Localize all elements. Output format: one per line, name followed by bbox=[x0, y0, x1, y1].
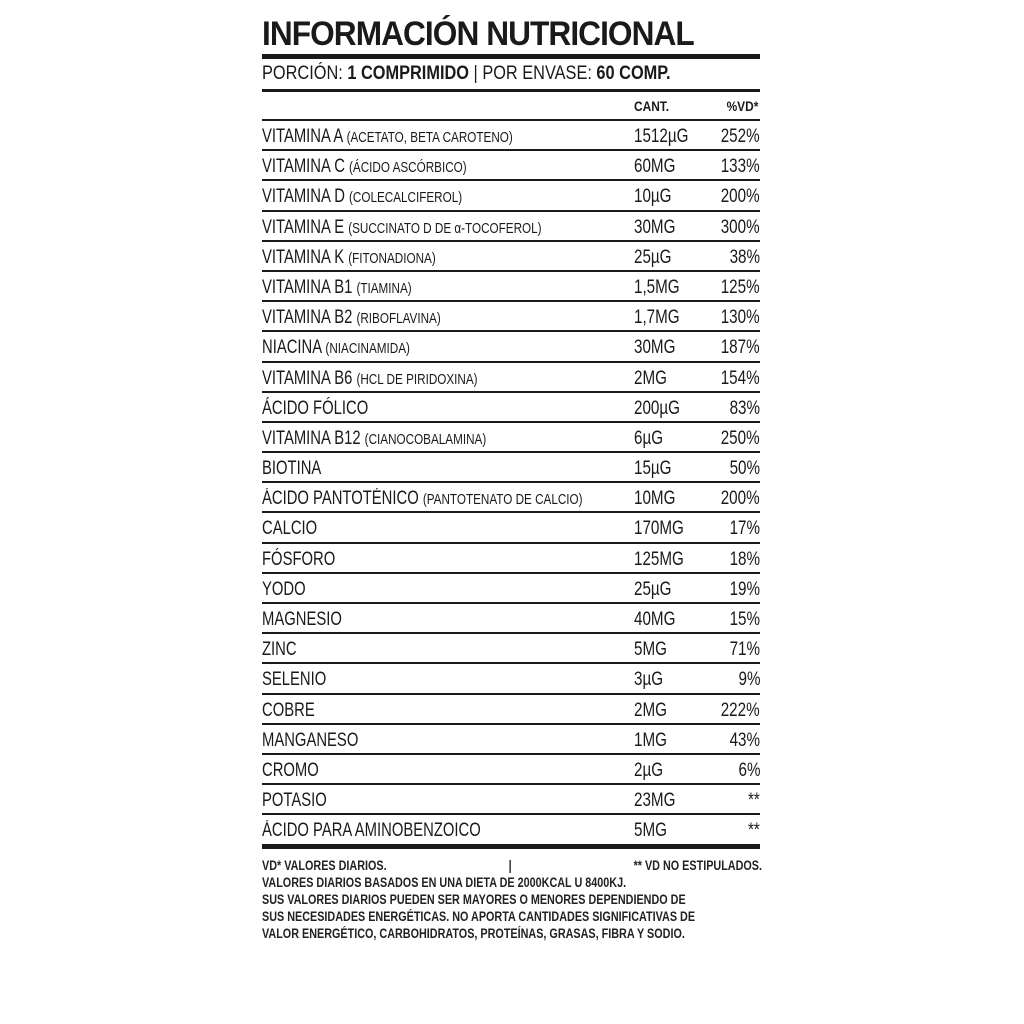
nutrient-amount: 30MG bbox=[634, 216, 676, 238]
nutrient-name-main: VITAMINA B12 bbox=[262, 427, 361, 449]
nutrient-daily-value: 187% bbox=[721, 337, 760, 359]
nutrient-amount: 5MG bbox=[634, 639, 667, 661]
nutrient-amount: 1MG bbox=[634, 729, 667, 751]
nutrient-source: (COLECALCIFEROL) bbox=[349, 189, 463, 207]
nutrient-amount: 40MG bbox=[634, 609, 676, 630]
nutrient-row bbox=[262, 119, 760, 149]
nutrient-name bbox=[262, 368, 478, 391]
nutrient-source: (SUCCINATO D DE α-TOCOFEROL) bbox=[348, 219, 542, 237]
daily-value-column-header: %VD* bbox=[726, 98, 758, 114]
nutrient-amount: 15µG bbox=[634, 458, 672, 480]
nutrient-amount: 23MG bbox=[634, 790, 676, 812]
nutrient-row bbox=[262, 391, 760, 421]
nutrient-daily-value: 200% bbox=[721, 488, 760, 510]
nutrient-name-main: VITAMINA B2 bbox=[262, 307, 353, 329]
nutrient-source: (RIBOFLAVINA) bbox=[356, 310, 441, 328]
nutrient-name-main: FÓSFORO bbox=[262, 548, 336, 570]
nutrient-name bbox=[262, 126, 513, 149]
nutrient-name bbox=[262, 428, 486, 451]
nutrient-name bbox=[262, 307, 441, 330]
nutrient-source: (FITONADIONA) bbox=[348, 249, 436, 267]
nutrient-name-main: VITAMINA B6 bbox=[262, 367, 353, 389]
serving-info bbox=[262, 59, 761, 89]
nutrient-daily-value: 18% bbox=[729, 548, 760, 570]
nutrient-amount: 1512µG bbox=[634, 126, 689, 147]
nutrient-source: (ACETATO, BETA CAROTENO) bbox=[346, 129, 513, 146]
nutrient-name-main: MANGANESO bbox=[262, 729, 359, 751]
nutrient-name bbox=[262, 579, 306, 601]
nutrient-name-main: COBRE bbox=[262, 699, 315, 721]
footnote-vd: VD* VALORES DIARIOS. bbox=[262, 857, 387, 873]
nutrient-amount: 25µG bbox=[634, 578, 672, 600]
nutrient-name-main: CROMO bbox=[262, 759, 319, 781]
nutrient-source: (TIAMINA) bbox=[356, 279, 412, 297]
nutrient-daily-value: 83% bbox=[729, 397, 760, 419]
footnote-line-3: SUS VALORES DIARIOS PUEDEN SER MAYORES O MENORES DEPENDIENDO DE bbox=[262, 891, 686, 907]
nutrient-daily-value: 300% bbox=[721, 216, 760, 238]
nutrient-amount: 200µG bbox=[634, 397, 680, 419]
nutrient-daily-value: 17% bbox=[729, 518, 760, 540]
nutrient-row bbox=[262, 542, 760, 572]
nutrient-daily-value: 154% bbox=[721, 367, 760, 389]
serving-separator: | bbox=[468, 63, 483, 84]
nutrient-row bbox=[262, 511, 760, 541]
nutrient-name bbox=[262, 820, 481, 842]
nutrient-daily-value: 38% bbox=[729, 246, 760, 268]
nutrient-amount: 30MG bbox=[634, 337, 676, 359]
nutrient-name bbox=[262, 549, 335, 571]
portion-label: PORCIÓN: bbox=[262, 63, 348, 84]
nutrient-source: (NIACINAMIDA) bbox=[325, 340, 410, 358]
nutrient-row bbox=[262, 602, 760, 632]
nutrient-name-main: YODO bbox=[262, 578, 306, 600]
nutrient-amount: 2µG bbox=[634, 759, 664, 781]
nutrient-row bbox=[262, 210, 760, 240]
nutrient-name bbox=[262, 760, 319, 782]
nutrient-row bbox=[262, 693, 760, 723]
nutrient-row bbox=[262, 813, 760, 843]
nutrient-daily-value: 125% bbox=[721, 276, 760, 298]
nutrient-daily-value: ** bbox=[748, 820, 760, 842]
nutrient-daily-value: ** bbox=[748, 790, 760, 812]
nutrient-amount: 1,7MG bbox=[634, 307, 680, 329]
nutrient-name-main: NIACINA bbox=[262, 337, 322, 359]
nutrient-row bbox=[262, 240, 760, 270]
container-value: 60 COMP. bbox=[596, 63, 671, 84]
nutrient-name bbox=[262, 639, 297, 661]
nutrient-name bbox=[262, 518, 317, 540]
nutrient-row bbox=[262, 451, 760, 481]
nutrient-amount: 25µG bbox=[634, 246, 672, 268]
nutrient-amount: 10µG bbox=[634, 186, 672, 208]
footnote-separator: | bbox=[508, 857, 512, 873]
nutrient-daily-value: 222% bbox=[721, 699, 760, 721]
nutrient-amount: 3µG bbox=[634, 669, 664, 691]
nutrient-daily-value: 133% bbox=[721, 156, 760, 178]
nutrient-row bbox=[262, 662, 760, 692]
nutrient-row bbox=[262, 632, 760, 662]
amount-column-header: CANT. bbox=[634, 98, 670, 114]
nutrient-name bbox=[262, 669, 326, 691]
footnote-line-2: VALORES DIARIOS BASADOS EN UNA DIETA DE 2000KCAL U 8400KJ. bbox=[262, 874, 627, 890]
nutrient-name-main: ÁCIDO FÓLICO bbox=[262, 397, 369, 419]
panel-title: INFORMACIÓN NUTRICIONAL bbox=[262, 15, 694, 53]
nutrient-daily-value: 252% bbox=[721, 126, 760, 147]
nutrient-amount: 1,5MG bbox=[634, 276, 680, 298]
nutrient-name bbox=[262, 609, 342, 631]
footnotes bbox=[262, 857, 760, 942]
nutrient-row bbox=[262, 330, 760, 360]
nutrient-name-main: VITAMINA D bbox=[262, 186, 345, 208]
nutrient-row bbox=[262, 421, 760, 451]
nutrient-name-main: ZINC bbox=[262, 639, 297, 661]
nutrient-daily-value: 43% bbox=[729, 729, 760, 751]
nutrient-daily-value: 15% bbox=[729, 609, 760, 630]
footnote-line-1 bbox=[262, 857, 762, 874]
nutrition-facts-panel bbox=[262, 14, 760, 942]
nutrient-amount: 2MG bbox=[634, 699, 667, 721]
nutrient-row bbox=[262, 361, 760, 391]
nutrient-amount: 10MG bbox=[634, 488, 676, 510]
footnote-not-stipulated: ** VD NO ESTIPULADOS. bbox=[633, 857, 762, 873]
nutrient-amount: 6µG bbox=[634, 427, 664, 449]
nutrient-name-main: SELENIO bbox=[262, 669, 327, 691]
nutrient-name bbox=[262, 277, 412, 300]
nutrient-daily-value: 50% bbox=[729, 458, 760, 480]
column-headers bbox=[262, 92, 760, 119]
nutrient-name-main: VITAMINA A bbox=[262, 126, 343, 147]
footnote-line-5: VALOR ENERGÉTICO, CARBOHIDRATOS, PROTEÍNAS, GRASAS, FIBRA Y SODIO. bbox=[262, 925, 685, 941]
nutrient-name bbox=[262, 217, 542, 240]
nutrient-name bbox=[262, 398, 368, 420]
nutrient-name bbox=[262, 186, 462, 209]
nutrient-amount: 5MG bbox=[634, 820, 667, 842]
nutrient-daily-value: 6% bbox=[738, 759, 760, 781]
nutrient-daily-value: 19% bbox=[729, 578, 760, 600]
nutrient-row bbox=[262, 572, 760, 602]
nutrient-amount: 60MG bbox=[634, 156, 676, 178]
nutrient-name-main: VITAMINA B1 bbox=[262, 276, 353, 298]
nutrient-row bbox=[262, 149, 760, 179]
nutrient-daily-value: 130% bbox=[721, 307, 760, 329]
nutrient-name bbox=[262, 730, 358, 752]
nutrient-name-main: POTASIO bbox=[262, 790, 327, 812]
nutrient-name-main: BIOTINA bbox=[262, 458, 322, 480]
nutrient-name bbox=[262, 790, 327, 812]
nutrient-name bbox=[262, 337, 410, 360]
nutrient-row bbox=[262, 783, 760, 813]
nutrient-table bbox=[262, 119, 760, 844]
nutrient-source: (CIANOCOBALAMINA) bbox=[364, 430, 487, 448]
nutrient-row bbox=[262, 753, 760, 783]
nutrient-name bbox=[262, 700, 315, 722]
nutrient-name-main: VITAMINA C bbox=[262, 156, 345, 178]
nutrient-name bbox=[262, 488, 583, 511]
nutrient-name bbox=[262, 156, 467, 179]
nutrient-name-main: VITAMINA E bbox=[262, 216, 345, 238]
nutrient-amount: 170MG bbox=[634, 518, 684, 540]
nutrient-name-main: VITAMINA K bbox=[262, 246, 345, 268]
nutrient-name bbox=[262, 247, 436, 270]
table-bottom-divider bbox=[262, 844, 760, 849]
nutrient-row bbox=[262, 300, 760, 330]
nutrient-amount: 2MG bbox=[634, 367, 667, 389]
nutrient-source: (HCL DE PIRIDOXINA) bbox=[356, 370, 478, 388]
portion-value: 1 COMPRIMIDO bbox=[347, 63, 469, 84]
nutrient-name-main: ÁCIDO PARA AMINOBENZOICO bbox=[262, 820, 481, 842]
nutrient-daily-value: 250% bbox=[721, 427, 760, 449]
nutrient-name-main: ÁCIDO PANTOTÉNICO bbox=[262, 488, 419, 510]
nutrient-daily-value: 71% bbox=[729, 639, 760, 661]
nutrient-row bbox=[262, 270, 760, 300]
nutrient-name-main: MAGNESIO bbox=[262, 609, 342, 630]
nutrient-source: (PANTOTENATO DE CALCIO) bbox=[422, 491, 583, 509]
nutrient-daily-value: 200% bbox=[721, 186, 760, 208]
nutrient-row bbox=[262, 481, 760, 511]
nutrient-daily-value: 9% bbox=[738, 669, 760, 691]
nutrient-row bbox=[262, 179, 760, 209]
footnote-line-4: SUS NECESIDADES ENERGÉTICAS. NO APORTA CANTIDADES SIGNIFICATIVAS DE bbox=[262, 908, 696, 924]
nutrient-amount: 125MG bbox=[634, 548, 684, 570]
container-label: POR ENVASE: bbox=[482, 63, 597, 84]
nutrient-name-main: CALCIO bbox=[262, 518, 318, 540]
nutrient-name bbox=[262, 458, 321, 480]
nutrient-row bbox=[262, 723, 760, 753]
nutrient-source: (ÁCIDO ASCÓRBICO) bbox=[349, 159, 467, 177]
